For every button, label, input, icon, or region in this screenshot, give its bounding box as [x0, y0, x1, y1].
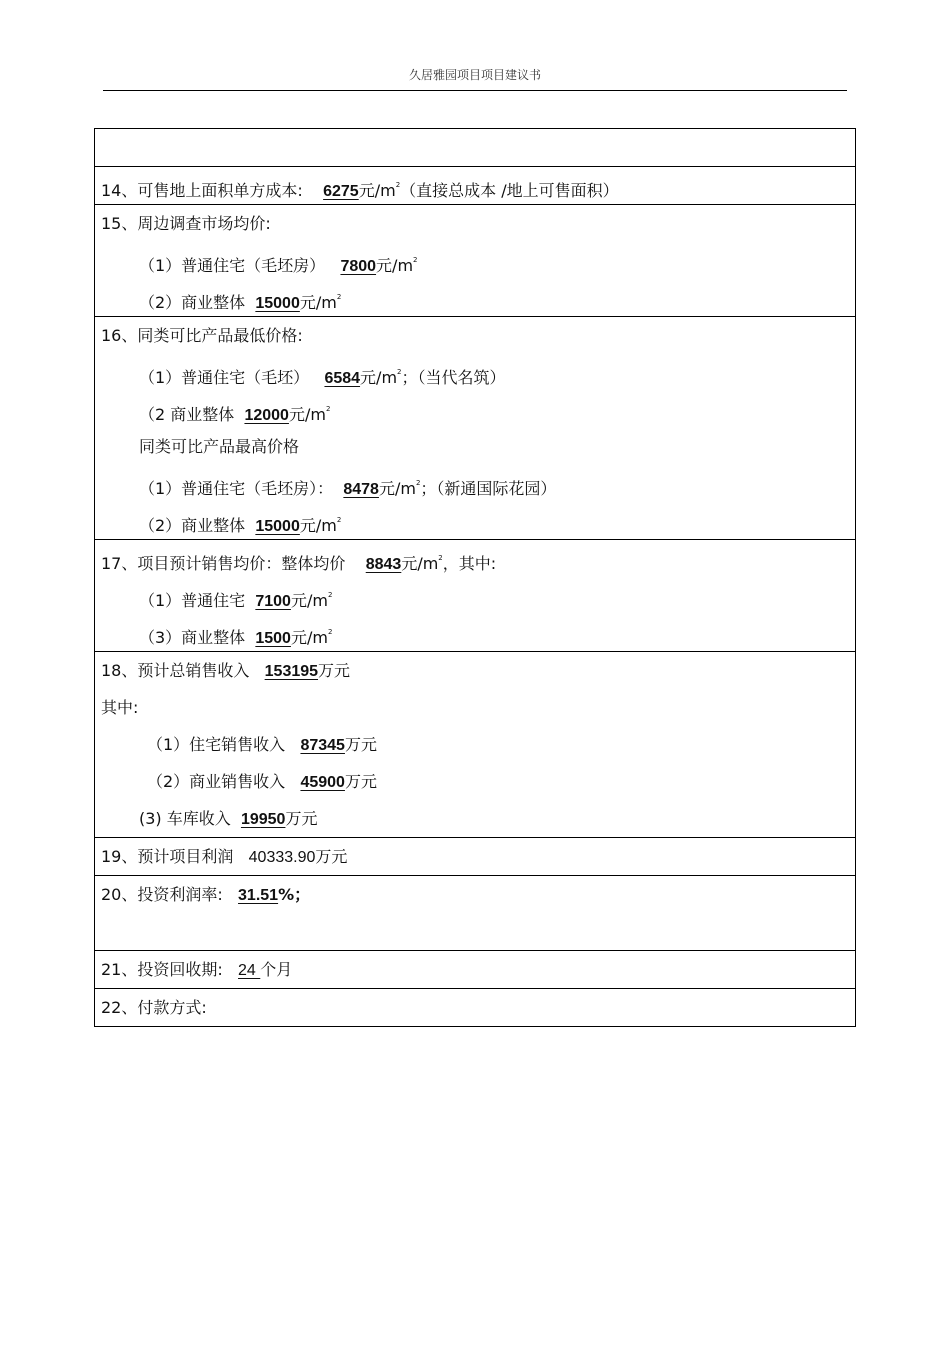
item-18-sub-heading: 其中:	[101, 698, 139, 717]
item-15-a-line	[95, 242, 855, 279]
table-row-item-19	[95, 837, 855, 875]
table-row-item-17	[95, 539, 855, 651]
item-20-line	[95, 876, 855, 913]
item-15-b-unit: 元/m	[299, 293, 337, 312]
table-row-item-14	[95, 166, 855, 204]
item-15-a-label: （1）普通住宅（毛坯房）	[139, 256, 326, 275]
item-21-line	[95, 951, 855, 988]
item-15-label: 15、周边调查市场均价:	[101, 214, 271, 233]
item-18-c-label: (3) 车库收入	[139, 809, 231, 828]
item-15-a-unit: 元/m	[376, 256, 414, 275]
item-15-b-unit-sup: 2	[336, 293, 342, 301]
item-18-b-value: 45900	[300, 774, 345, 791]
item-19-unit: 万元	[315, 847, 348, 866]
item-16-a-label: （1）普通住宅（毛坯）	[139, 368, 310, 387]
item-16-a-unit: 元/m	[360, 368, 398, 387]
table-row-item-20	[95, 875, 855, 950]
item-16-max-heading: 同类可比产品最高价格	[139, 437, 300, 456]
item-20-unit: %；	[278, 885, 311, 904]
header-divider	[103, 90, 847, 91]
item-17-unit: 元/m	[401, 554, 439, 573]
table-row-item-22	[95, 988, 855, 1026]
item-15-a-value: 7800	[340, 258, 377, 275]
item-15-a-unit-sup: 2	[413, 256, 418, 264]
item-16-label: 16、同类可比产品最低价格:	[101, 326, 303, 345]
item-19-value: 40333.90	[248, 849, 316, 866]
item-16-a-value: 6584	[324, 370, 361, 387]
item-16-c-unit: 元/m	[378, 479, 416, 498]
item-16-b-line	[95, 391, 855, 428]
item-18-c-value: 19950	[240, 811, 286, 828]
item-17-a-unit-sup: 2	[327, 591, 333, 599]
item-18-c-unit: 万元	[285, 809, 318, 828]
item-18-b-label: （2）商业销售收入	[147, 772, 286, 791]
item-14-unit: 元/m	[358, 181, 396, 200]
item-17-b-unit: 元/m	[290, 628, 328, 647]
item-18-a-value: 87345	[300, 737, 345, 754]
item-18-c-line	[95, 800, 855, 837]
item-15-b-value: 15000	[255, 295, 300, 312]
item-18-line	[95, 652, 855, 689]
item-16-b-unit-sup: 2	[325, 405, 331, 413]
item-16-c-label: （1）普通住宅（毛坯房）：	[139, 479, 334, 498]
item-17-b-line	[95, 614, 855, 651]
item-16-c-unit-sup: 2	[415, 479, 421, 487]
project-info-table	[94, 128, 856, 1027]
item-16-d-unit: 元/m	[299, 516, 337, 535]
item-17-b-unit-sup: 2	[327, 628, 333, 636]
item-18-unit: 万元	[318, 661, 351, 680]
item-18-label: 18、预计总销售收入	[101, 661, 250, 680]
item-21-label: 21、投资回收期:	[101, 960, 223, 979]
item-19-label: 19、预计项目利润	[101, 847, 234, 866]
item-16-a-line	[95, 354, 855, 391]
item-17-value: 8843	[365, 556, 402, 573]
item-18-a-unit: 万元	[344, 735, 377, 754]
item-16-d-value: 15000	[255, 518, 300, 535]
item-18-b-unit: 万元	[344, 772, 377, 791]
item-14-line	[95, 167, 855, 204]
item-16-d-unit-sup: 2	[336, 516, 342, 524]
item-16-b-unit: 元/m	[288, 405, 326, 424]
item-21-value: 24	[238, 962, 261, 979]
item-17-b-label: （3）商业整体	[139, 628, 246, 647]
item-17-a-unit: 元/m	[290, 591, 328, 610]
item-16-d-line	[95, 502, 855, 539]
table-row-empty	[95, 129, 855, 166]
item-16-a-note: ；（当代名筑）	[401, 368, 506, 387]
item-17-note: ，其中:	[442, 554, 497, 573]
item-17-label: 17、项目预计销售均价：整体均价	[101, 554, 346, 573]
item-16-d-label: （2）商业整体	[139, 516, 246, 535]
item-16-c-value: 8478	[343, 481, 379, 498]
table-row-item-15	[95, 204, 855, 316]
item-17-b-value: 1500	[255, 630, 291, 647]
item-18-b-line	[95, 763, 855, 800]
item-18-a-label: （1）住宅销售收入	[147, 735, 286, 754]
item-17-unit-sup: 2	[438, 554, 443, 562]
table-row-item-16	[95, 316, 855, 539]
item-14-label: 14、可售地上面积单方成本:	[101, 181, 303, 200]
item-15-b-line	[95, 279, 855, 316]
item-21-unit: 个月	[260, 960, 293, 979]
item-16-c-note: ；（新通国际花园）	[420, 479, 557, 498]
item-16-c-line	[95, 465, 855, 502]
item-17-a-label: （1）普通住宅	[139, 591, 246, 610]
item-20-blank-space	[95, 913, 855, 950]
item-18-value: 153195	[264, 663, 319, 680]
item-14-unit-sup: 2	[395, 181, 401, 189]
item-16-b-value: 12000	[244, 407, 289, 424]
table-row-item-21	[95, 950, 855, 988]
item-16-b-label: （2 商业整体	[139, 405, 235, 424]
item-17-a-line	[95, 577, 855, 614]
item-14-value: 6275	[323, 183, 359, 200]
item-19-line	[95, 838, 855, 875]
document-header-title: 久居雅园项目项目建议书	[408, 68, 541, 82]
item-22-label: 22、付款方式:	[101, 998, 207, 1017]
table-row-item-18	[95, 651, 855, 837]
item-20-value: 31.51	[238, 887, 279, 904]
item-16-a-unit-sup: 2	[397, 368, 402, 376]
item-17-line	[95, 540, 855, 577]
item-20-label: 20、投资利润率:	[101, 885, 223, 904]
item-18-a-line	[95, 726, 855, 763]
item-14-note: （直接总成本 /地上可售面积）	[400, 181, 619, 200]
item-17-a-value: 7100	[255, 593, 291, 610]
item-15-b-label: （2）商业整体	[139, 293, 246, 312]
